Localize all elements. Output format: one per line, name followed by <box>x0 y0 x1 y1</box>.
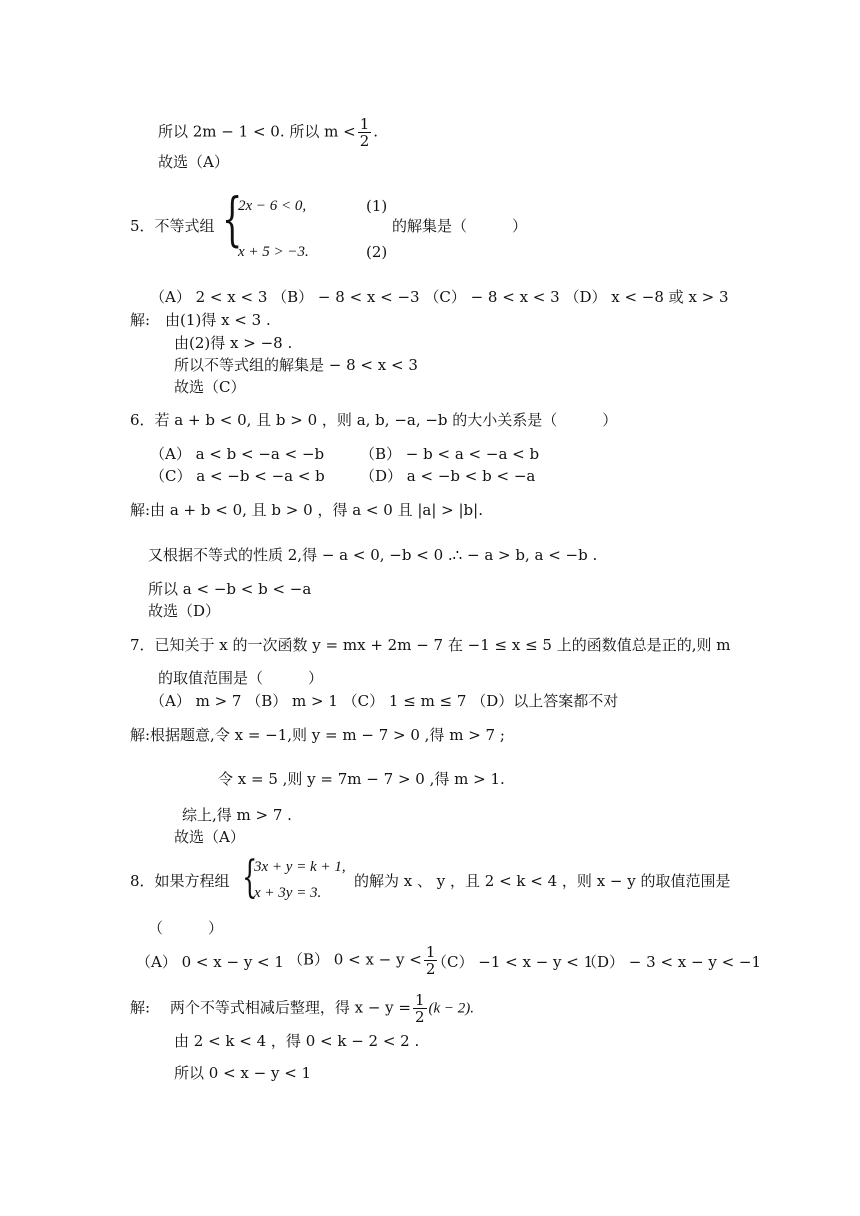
question-5-options: （A） 2 < x < 3 （B） − 8 < x < −3 （C） − 8 < x < 3 （D） x < −8 或 x > 3 <box>150 288 729 306</box>
question-5-prefix: 5．不等式组 <box>130 217 215 235</box>
numerator: 1 <box>414 991 425 1009</box>
solution-line: 由 2 < k < 4 ，得 0 < k − 2 < 2 . <box>174 1032 420 1050</box>
solution-line: 所以 a < −b < b < −a <box>148 580 312 598</box>
denominator: 2 <box>359 132 370 150</box>
question-8-paren: （ ） <box>148 919 224 937</box>
solution-line <box>158 116 378 149</box>
text: 所以 2m − 1 < 0. 所以 m < <box>158 122 356 141</box>
question-7-options: （A） m > 7 （B） m > 1 （C） 1 ≤ m ≤ 7 （D）以上答案都不对 <box>150 692 619 710</box>
question-6: 6．若 a + b < 0, 且 b > 0 ，则 a, b, −a, −b 的大小关系是（ ） <box>130 411 618 429</box>
option-c: （C） a < −b < −a < b <box>150 467 325 485</box>
equation-2: x + 3y = 3. <box>254 885 322 901</box>
inequality-2-tag: (2) <box>366 243 388 261</box>
numerator: 1 <box>359 115 370 133</box>
solution-line: 综上,得 m > 7 . <box>182 806 292 824</box>
inequality-2: x + 5 > −3. <box>238 244 309 260</box>
option-a: （A） a < b < −a < −b <box>150 445 325 463</box>
answer-line: 故选（A） <box>158 153 229 171</box>
question-7: 7．已知关于 x 的一次函数 y = mx + 2m − 7 在 −1 ≤ x ≤ 5 上的函数值总是正的,则 m <box>130 636 731 654</box>
system-brace: { <box>222 185 243 253</box>
question-7-continued: 的取值范围是（ ） <box>158 669 324 687</box>
option-d: （D） a < −b < b < −a <box>360 467 536 485</box>
solution-line: 所以不等式组的解集是 − 8 < x < 3 <box>174 356 418 374</box>
option-c: （C） −1 < x − y < 1 <box>432 953 594 971</box>
solution-line: 解:由 a + b < 0, 且 b > 0 ，得 a < 0 且 |a| > |b|. <box>130 501 483 519</box>
inequality-1-tag: (1) <box>366 197 388 215</box>
solution-line: 解:根据题意,令 x = −1,则 y = m − 7 > 0 ,得 m > 7 ; <box>130 726 505 744</box>
fraction <box>358 116 372 149</box>
inequality-1: 2x − 6 < 0, <box>238 198 307 214</box>
answer-line: 故选（A） <box>174 828 245 846</box>
equation-1: 3x + y = k + 1, <box>254 859 346 875</box>
answer-line: 故选（D） <box>148 602 221 620</box>
text: （B） 0 < x − y < <box>288 950 422 969</box>
text: . <box>373 122 379 141</box>
question-8-suffix: 的解为 x 、 y ，且 2 < k < 4 ，则 x − y 的取值范围是 <box>354 872 731 890</box>
option-b <box>288 944 439 977</box>
text: (k − 2). <box>428 1000 475 1017</box>
fraction <box>413 992 427 1025</box>
option-a: （A） 0 < x − y < 1 <box>136 953 284 971</box>
text: 解: 两个不等式相减后整理，得 x − y = <box>130 998 411 1017</box>
solution-line: 由(2)得 x > −8 . <box>174 334 293 352</box>
system-brace: { <box>242 852 258 903</box>
option-b: （B） − b < a < −a < b <box>360 445 540 463</box>
denominator: 2 <box>414 1008 425 1026</box>
question-8-prefix: 8．如果方程组 <box>130 872 230 890</box>
solution-line <box>130 992 474 1025</box>
answer-line: 故选（C） <box>174 378 246 396</box>
denominator: 2 <box>425 960 436 978</box>
option-d: （D） − 3 < x − y < −1 <box>582 953 762 971</box>
numerator: 1 <box>425 943 436 961</box>
question-5-suffix: 的解集是（ ） <box>392 217 528 235</box>
solution-line: 令 x = 5 ,则 y = 7m − 7 > 0 ,得 m > 1. <box>218 770 505 788</box>
solution-line: 解: 由(1)得 x < 3 . <box>130 311 271 329</box>
solution-line: 所以 0 < x − y < 1 <box>174 1064 312 1082</box>
solution-line: 又根据不等式的性质 2,得 − a < 0, −b < 0 .∴ − a > b, a < −b . <box>148 546 598 564</box>
